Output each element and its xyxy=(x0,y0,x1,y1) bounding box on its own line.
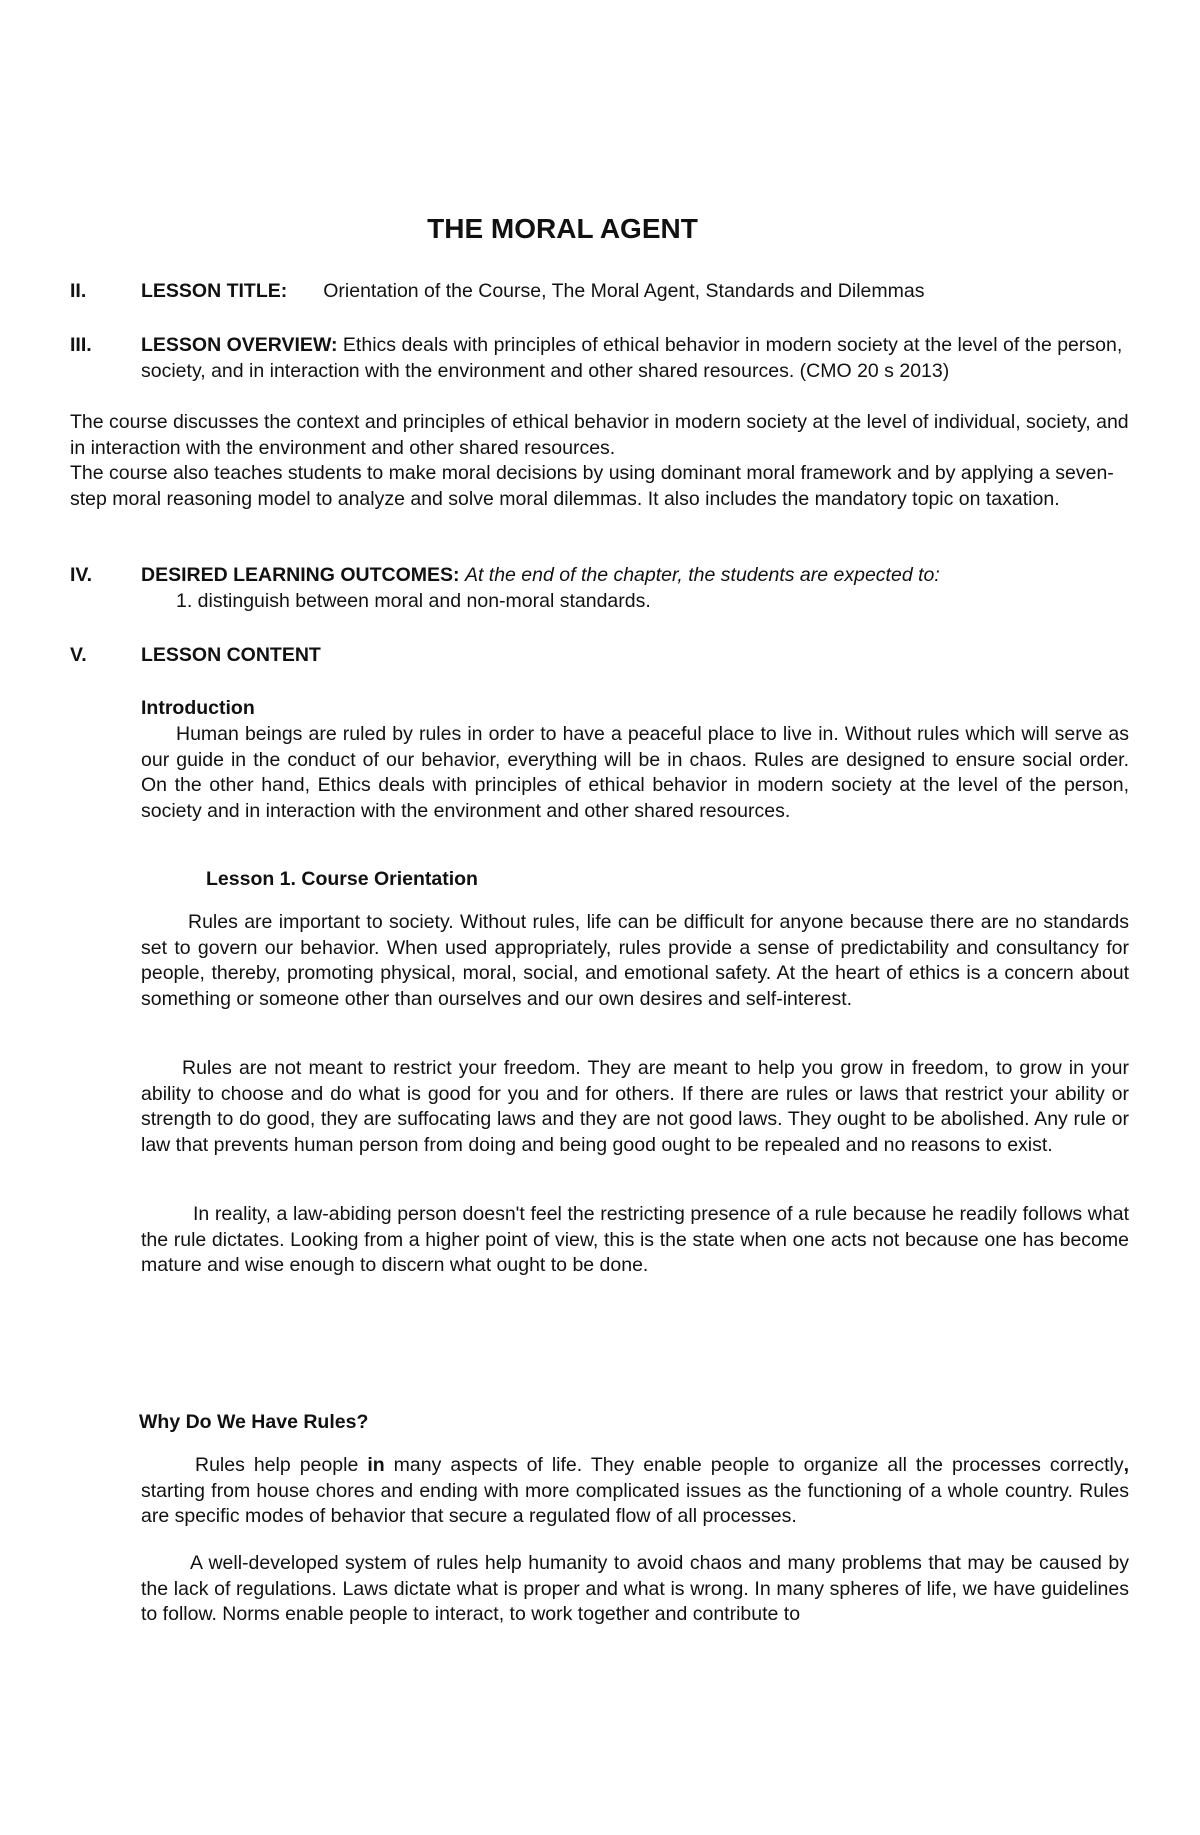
introduction-text xyxy=(141,722,1129,824)
outcomes-number: IV. xyxy=(70,564,93,586)
rules-paragraph-2-body: A well-developed system of rules help humanity to avoid chaos and many problems that may be caused by the lack of regulations. Laws dictate what is proper and what is wrong. In many spheres of life, we have guidelines to follow. Norms enable people to interact, to work together and contribute to xyxy=(141,1552,1129,1625)
outcomes-line xyxy=(141,563,1141,589)
introduction-heading: Introduction xyxy=(141,697,255,719)
introduction-text-body: Human beings are ruled by rules in order to have a peaceful place to live in. Without rules which will serve as our guide in the conduct of our behavior, everything will be in chaos. Rules are designed to ensure social order. On the other hand, Ethics deals with principles of ethical behavior in modern society at the level of the person, society and in interaction with the environment and other shared resources. xyxy=(141,723,1129,822)
overview-label: LESSON OVERVIEW: xyxy=(141,334,338,356)
overview-para-2: The course also teaches students to make moral decisions by using dominant moral framework and by applying a seven-step moral reasoning model to analyze and solve moral dilemmas. It also includes the mandatory topic on taxation. xyxy=(70,462,1114,510)
lesson-title-line xyxy=(141,279,1141,305)
outcomes-intro: At the end of the chapter, the students are expected to: xyxy=(464,564,940,586)
overview-block xyxy=(141,333,1129,384)
lesson-title-number: II. xyxy=(70,280,87,302)
rules-p1-bold-comma: , xyxy=(1123,1454,1129,1476)
lesson-1-paragraph-3 xyxy=(141,1202,1129,1279)
rules-p1-part-a: Rules help people xyxy=(195,1454,359,1476)
outcomes-label: DESIRED LEARNING OUTCOMES: xyxy=(141,564,460,586)
lesson-1-paragraph-1 xyxy=(141,910,1129,1012)
lesson-1-paragraph-3-body: In reality, a law-abiding person doesn't feel the restricting presence of a rule because he readily follows what the rule dictates. Looking from a higher point of view, this is the state when one acts not because one has become mature and wise enough to discern what ought to be done. xyxy=(141,1203,1129,1276)
lesson-title-label: LESSON TITLE: xyxy=(141,280,288,302)
overview-number: III. xyxy=(70,334,92,356)
overview-para-1: The course discusses the context and principles of ethical behavior in modern society at the level of individual, society, and in interaction with the environment and other shared resources. xyxy=(70,411,1129,459)
lesson-title-text: Orientation of the Course, The Moral Agent, Standards and Dilemmas xyxy=(323,280,925,302)
overview-text: Ethics deals with principles of ethical behavior in modern society at the level of the person, society, and in interaction with the environment and other shared resources. (CMO 20 s 2013) xyxy=(141,334,1123,382)
rules-paragraph-1 xyxy=(141,1453,1129,1530)
lesson-1-heading: Lesson 1. Course Orientation xyxy=(206,868,478,890)
outcome-item-1: 1. distinguish between moral and non-moral standards. xyxy=(176,590,651,612)
lesson-1-paragraph-2 xyxy=(141,1056,1129,1158)
rules-p1-part-e: starting from house chores and ending with more complicated issues as the functioning of a whole country. Rules are specific modes of behavior that secure a regulated flow of all processes. xyxy=(141,1479,1129,1527)
rules-p1-bold-in: in xyxy=(367,1454,385,1476)
rules-p1-part-c: many aspects of life. They enable people to organize all the processes correctly xyxy=(393,1454,1124,1476)
content-label: LESSON CONTENT xyxy=(141,644,321,666)
content-number: V. xyxy=(70,644,87,666)
rules-paragraph-2 xyxy=(141,1551,1129,1628)
rules-heading: Why Do We Have Rules? xyxy=(139,1411,369,1433)
lesson-1-paragraph-1-body: Rules are important to society. Without rules, life can be difficult for anyone because there are no standards set to govern our behavior. When used appropriately, rules provide a sense of predictability and consultancy for people, thereby, promoting physical, moral, social, and emotional safety. At the heart of ethics is a concern about something or someone other than ourselves and our own desires and self-interest. xyxy=(141,911,1129,1010)
page-title: THE MORAL AGENT xyxy=(427,213,698,244)
lesson-1-paragraph-2-body: Rules are not meant to restrict your freedom. They are meant to help you grow in freedom, to grow in your ability to choose and do what is good for you and for others. If there are rules or laws that restrict your ability or strength to do good, they are suffocating laws and they are not good laws. They ought to be abolished. Any rule or law that prevents human person from doing and being good ought to be repealed and no reasons to exist. xyxy=(141,1057,1129,1156)
